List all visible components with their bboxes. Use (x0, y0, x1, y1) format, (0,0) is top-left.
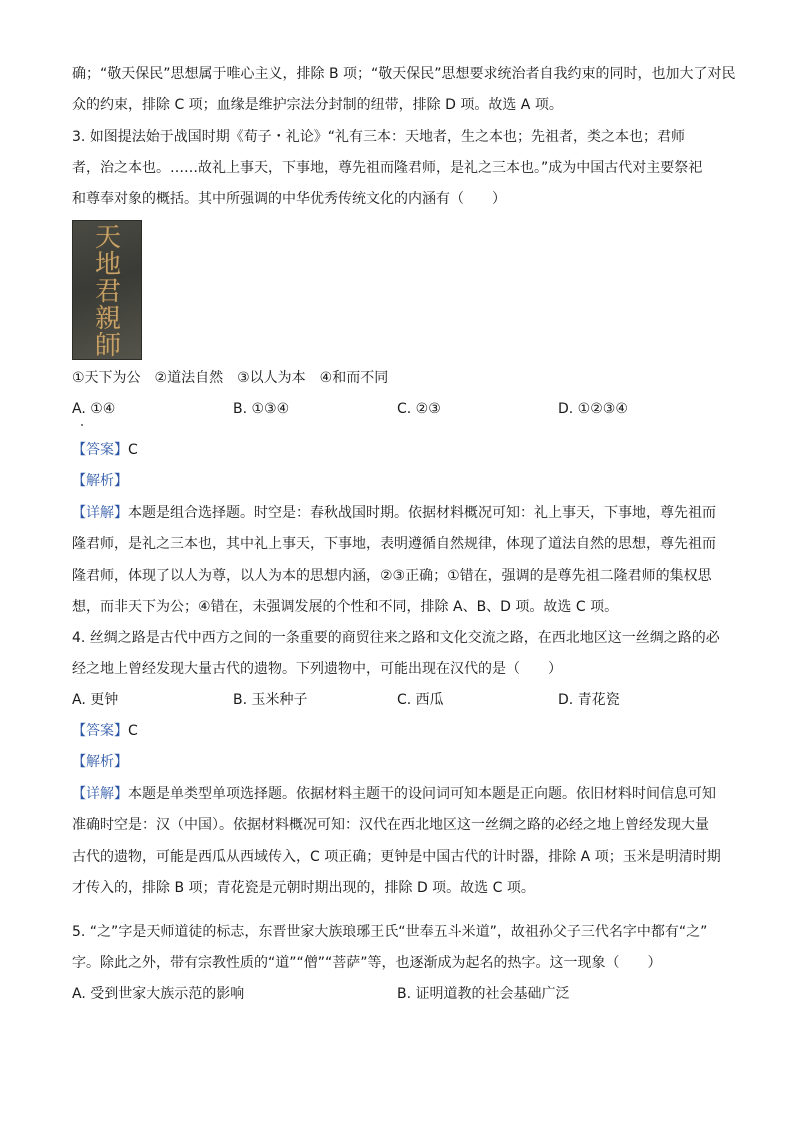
plaque-char-1: 天 (94, 223, 121, 253)
q5-option-a: A. 受到世家大族示范的影响 (72, 986, 245, 1002)
q3-option-c: C. ②③ (397, 401, 441, 417)
q3-option-b: B. ①③④ (233, 401, 290, 417)
q3-option-d: D. ①②③④ (558, 401, 628, 417)
plaque-inscription (81, 225, 135, 360)
q3-stem-line-2: 者，治之本也。……故礼上事天，下事地，尊先祖而隆君师，是礼之三本也。”成为中国古代对主要祭祀 (72, 160, 703, 176)
q3-stem-line-3: 和尊奉对象的概括。其中所强调的中华优秀传统文化的内涵有（ ） (72, 191, 506, 207)
q3-stem-line-1: 3. 如图提法始于战国时期《荀子・礼论》“礼有三本：天地者，生之本也；先祖者，类之本也；君师 (72, 129, 686, 145)
q4-option-d: D. 青花瓷 (558, 692, 620, 708)
plaque-char-3: 君 (94, 277, 121, 307)
q3-detail-text-1: 本题是组合选择题。时空是：春秋战国时期。依据材料概况可知：礼上事天，下事地，尊先祖而 (128, 505, 716, 521)
q4-option-b: B. 玉米种子 (233, 692, 308, 708)
q5-stem-line-2: 字。除此之外，带有宗教性质的“道”“僧”“菩萨”等，也逐渐成为起名的热字。这一现象（ ） (72, 955, 662, 971)
q5-option-b: B. 证明道教的社会基础广泛 (397, 986, 570, 1002)
q3-answer (72, 440, 138, 460)
q3-detail-line-4: 想，而非天下为公；④错在，未强调发展的个性和不同，排除 A、B、D 项。故选 C 项。 (72, 599, 619, 615)
q4-detail-line-1 (72, 784, 716, 804)
plaque-char-2: 地 (94, 250, 121, 280)
q4-stem-line-2: 经之地上曾经发现大量古代的遗物。下列遗物中，可能出现在汉代的是（ ） (72, 661, 562, 677)
q4-detail-line-4: 才传入的，排除 B 项；青花瓷是元朝时期出现的，排除 D 项。故选 C 项。 (72, 880, 535, 896)
q4-answer-value: C (128, 723, 138, 739)
intro-line-1: 确；“敬天保民”思想属于唯心主义，排除 B 项；“敬天保民”思想要求统治者自我约束的同时，也加大了对民 (72, 66, 736, 82)
q3-detail-label: 【详解】 (72, 505, 128, 521)
q3-answer-label: 【答案】 (72, 442, 128, 458)
tiandi-junqin-shi-plaque-image (72, 220, 142, 360)
intro-line-2: 众的约束，排除 C 项；血缘是维护宗法分封制的纽带，排除 D 项。故选 A 项。 (72, 97, 563, 113)
q3-option-a: A. ①④ (72, 401, 116, 417)
q4-detail-label: 【详解】 (72, 786, 128, 802)
q4-stem-line-1: 4. 丝绸之路是古代中西方之间的一条重要的商贸往来之路和文化交流之路，在西北地区这一丝绸之路的必 (72, 630, 720, 646)
q4-detail-line-2: 准确时空是：汉（中国）。依据材料概况可知：汉代在西北地区这一丝绸之路的必经之地上曾经发现大量 (72, 817, 709, 833)
plaque-char-5: 師 (94, 331, 121, 361)
q3-answer-value: C (128, 442, 138, 458)
q3-detail-line-2: 隆君师，是礼之三本也，其中礼上事天，下事地，表明遵循自然规律，体现了道法自然的思想，尊先祖而 (72, 536, 716, 552)
q5-stem-line-1: 5. “之”字是天师道徒的标志，东晋世家大族琅琊王氏“世奉五斗米道”，故祖孙父子三代名字中都有“之” (72, 924, 708, 940)
q3-analysis-label: 【解析】 (72, 473, 128, 489)
q3-items: ①天下为公 ②道法自然 ③以人为本 ④和而不同 (72, 370, 389, 386)
q4-detail-text-1: 本题是单类型单项选择题。依据材料主题干的设问词可知本题是正向题。依旧材料时间信息可知 (128, 786, 716, 802)
q4-answer-label: 【答案】 (72, 723, 128, 739)
q4-option-c: C. 西瓜 (397, 692, 444, 708)
plaque-char-4: 親 (94, 304, 121, 334)
stray-dot (81, 424, 83, 426)
q3-detail-line-1 (72, 503, 716, 523)
q3-detail-line-3: 隆君师，体现了以人为尊，以人为本的思想内涵，②③正确；①错在，强调的是尊先祖二隆君师的集权思 (72, 568, 712, 584)
q4-option-a: A. 更钟 (72, 692, 119, 708)
q4-analysis-label: 【解析】 (72, 754, 128, 770)
q4-answer (72, 721, 138, 741)
q4-detail-line-3: 古代的遗物，可能是西瓜从西域传入，C 项正确；更钟是中国古代的计时器，排除 A 项；玉米是明清时期 (72, 849, 721, 865)
